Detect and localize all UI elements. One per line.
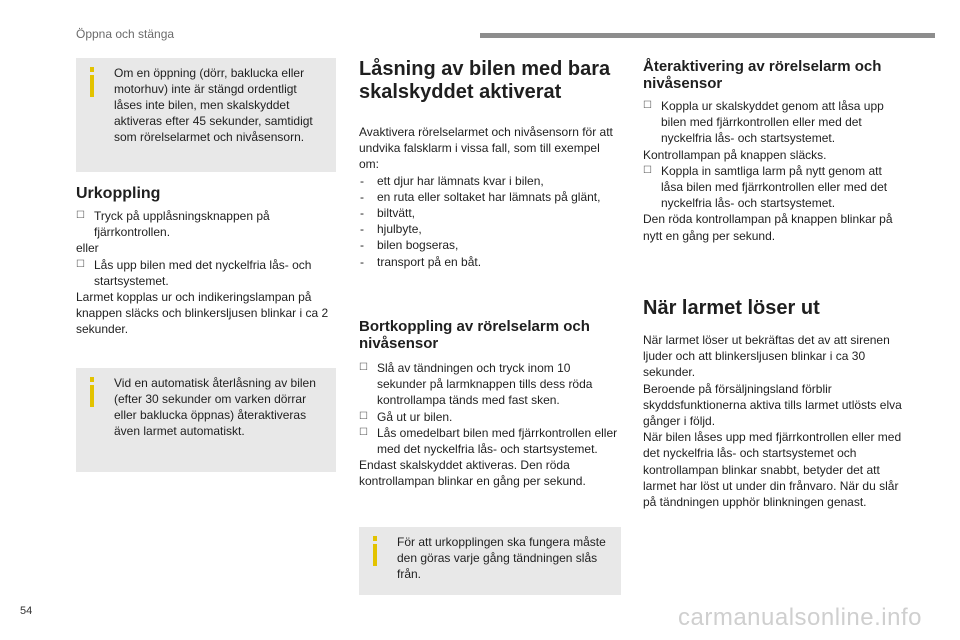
page-number: 54 (20, 605, 33, 617)
nar-larmet-body (643, 332, 905, 510)
list-item: - biltvätt, (360, 206, 416, 221)
body-text: Endast skalskyddet aktiveras. Den röda kontrollampan blinkar en gång per sekund. (359, 458, 586, 489)
body-text: Den röda kontrollampan på knappen blinkar på nytt en gång per sekund. (643, 212, 893, 243)
list-item: ☐ Slå av tändningen och tryck inom 10 sekunder på larmknappen tills dess röda kontrollampa tänds med fast sken. (359, 361, 593, 408)
note-text: Om en öppning (dörr, baklucka eller motorhuv) inte är stängd ordentligt låses inte bilen, men skalskyddet aktiveras efter 45 sekunder, samtidigt som rörelselarmet och nivåsensorn. (114, 66, 313, 144)
urkoppling-body (76, 208, 336, 338)
info-icon (370, 536, 380, 566)
list-item: - transport på en båt. (360, 254, 482, 269)
list-item: - hjulbyte, (360, 222, 422, 237)
bortkoppling-body (359, 360, 621, 490)
ateraktivering-body (643, 98, 905, 244)
info-icon (87, 67, 97, 97)
check-box-icon: ☐ (643, 164, 652, 176)
check-box-icon: ☐ (76, 258, 85, 270)
heading-ateraktivering: Återaktivering av rörelselarm och nivåsensor (643, 58, 882, 92)
list-item: ☐ Gå ut ur bilen. (359, 409, 453, 424)
info-icon (87, 377, 97, 407)
body-text: Beroende på försäljningsland förblir skyddsfunktionerna aktiva tills larmet utlösts elva gånger i följd. (643, 381, 902, 429)
list-item: - bilen bogseras, (360, 238, 459, 253)
note-text: För att urkopplingen ska fungera måste den göras varje gång tändningen slås från. (397, 535, 606, 581)
body-text: Kontrollampan på knappen släcks. (643, 147, 827, 162)
note-box-urkoppling (359, 527, 621, 595)
note-text: Vid en automatisk återlåsning av bilen (efter 30 sekunder om varken dörrar eller baklucka öppnas) återaktiveras även larmet automatiskt. (114, 376, 316, 438)
chapter-title: Öppna och stänga (76, 27, 175, 41)
body-text: När bilen låses upp med fjärrkontrollen eller med det nyckelfria lås- och startsystemet och kontrollampan blinkar snabbt, betyder det att larmet har löst ut under din frånvaro. När du slår på tändningen upphör blinkningen genast. (643, 430, 902, 510)
heading-nar-larmet: När larmet löser ut (643, 297, 820, 319)
heading-lasning: Låsning av bilen med bara skalskyddet aktiverat (359, 58, 611, 103)
body-text: När larmet löser ut bekräftas det av att sirenen ljuder och att blinkersljusen blinkar i ca 30 sekunder. (643, 333, 890, 380)
body-text: Larmet kopplas ur och indikeringslampan på knappen släcks och blinkersljusen blinkar i ca 2 sekunder. (76, 290, 329, 337)
note-box-auto-relock (76, 368, 336, 472)
note-box-open-door (76, 58, 336, 172)
body-text: eller (76, 241, 99, 256)
check-box-icon: ☐ (643, 100, 652, 111)
list-item: ☐ Lås upp bilen med det nyckelfria lås- och startsystemet. (76, 257, 312, 288)
check-box-icon: ☐ (359, 426, 368, 438)
check-box-icon: ☐ (359, 362, 368, 373)
heading-bortkoppling: Bortkoppling av rörelselarm och nivåsensor (359, 318, 590, 352)
list-item: ☐ Tryck på upplåsningsknappen på fjärrkontrollen. (76, 209, 270, 240)
list-item: ☐ Lås omedelbart bilen med fjärrkontrollen eller med det nyckelfria lås- och startsystemet. (359, 425, 618, 457)
list-item: - en ruta eller soltaket har lämnats på glänt, (360, 189, 601, 204)
list-item: ☐ Koppla ur skalskyddet genom att låsa upp bilen med fjärrkontrollen eller med det nyckelfria lås- och startsystemet. (643, 99, 884, 146)
check-box-icon: ☐ (359, 410, 368, 422)
header-rule (480, 33, 935, 38)
heading-urkoppling: Urkoppling (76, 185, 161, 202)
list-item: - ett djur har lämnats kvar i bilen, (360, 173, 544, 188)
list-item: ☐ Koppla in samtliga larm på nytt genom att låsa bilen med fjärrkontrollen eller med det nyckelfria lås- och startsystemet. (643, 163, 888, 211)
lasning-body (359, 124, 621, 270)
check-box-icon: ☐ (76, 210, 85, 221)
watermark: carmanualsonline.info (678, 604, 922, 631)
body-text: Avaktivera rörelselarmet och nivåsensorn för att undvika falsklarm i vissa fall, som till exempel om: (359, 125, 613, 172)
